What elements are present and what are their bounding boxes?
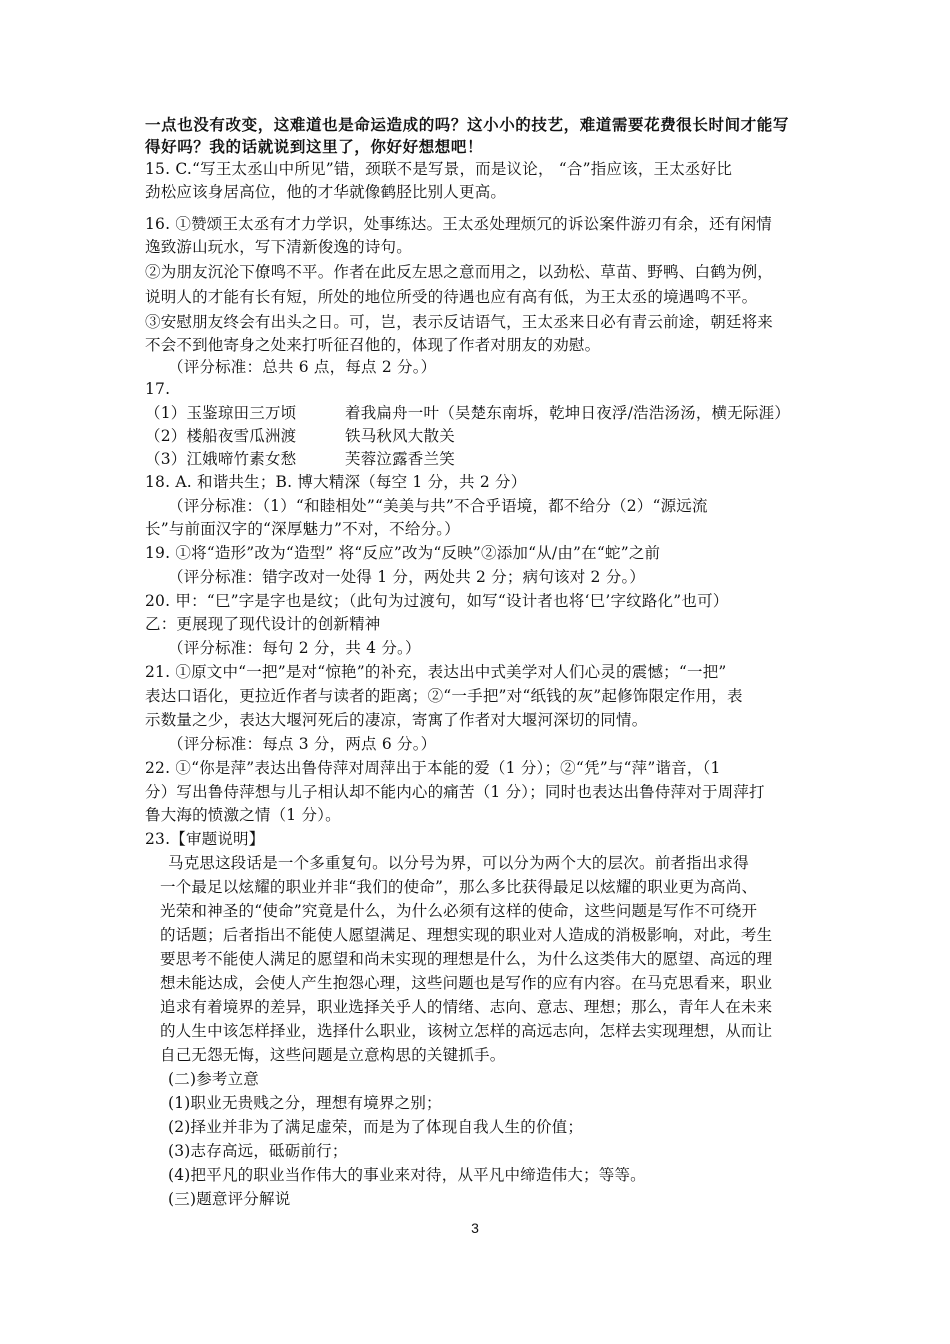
text-line: 一点也没有改变，这难道也是命运造成的吗？这小小的技艺，难道需要花费很长时间才能写 — [145, 115, 790, 134]
q17-left: （2）楼船夜雪瓜洲渡 — [145, 427, 297, 445]
list-item: (3)志存高远，砥砺前行； — [168, 1142, 348, 1160]
text-line: 逸致游山玩水，写下清新俊逸的诗句。 — [145, 238, 412, 256]
answer-20-line: 20. 甲：“巳”字是字也是纹；（此句为过渡句，如写“设计者也将‘巳’字纹路化”也可） — [145, 592, 729, 610]
text-line: 表达口语化，更拉近作者与读者的距离；②“一手把”对“纸钱的灰”起修饰限定作用，表 — [145, 687, 743, 705]
answer-22-line: 22. ①“你是萍”表达出鲁侍萍对周萍出于本能的爱（1 分）；②“凭”与“萍”谐音，（1 — [145, 759, 721, 777]
text-line: 一个最足以炫耀的职业并非“我们的使命”，那么多比获得最足以炫耀的职业更为高尚、 — [160, 878, 758, 896]
page-number: 3 — [471, 1220, 479, 1236]
text-line: 鲁大海的愤激之情（1 分）。 — [145, 806, 341, 824]
text-line: 得好吗？我的话就说到这里了，你好好想想吧！ — [145, 137, 484, 156]
text-line: 不会不到他寄身之处来打听征召他的，体现了作者对朋友的劝慰。 — [145, 336, 601, 354]
scoring-note: （评分标准：每句 2 分，共 4 分。） — [168, 639, 421, 657]
text-line: ③安慰朋友终会有出头之日。可，岂，表示反诘语气，王太丞来日必有青云前途，朝廷将来 — [145, 313, 774, 331]
text-line: 分）写出鲁侍萍想与儿子相认却不能内心的痛苦（1 分）；同时也表达出鲁侍萍对于周萍打 — [145, 783, 765, 801]
scoring-note: （评分标准：错字改对一处得 1 分，两处共 2 分；病句该对 2 分。） — [168, 568, 646, 586]
q17-right: 着我扁舟一叶（吴楚东南坼，乾坤日夜浮/浩浩汤汤，横无际涯） — [345, 404, 791, 422]
answer-16-line: 16. ①赞颂王太丞有才力学识，处事练达。王太丞处理烦冗的诉讼案件游刃有余，还有闲情 — [145, 215, 772, 233]
answer-17-line: 17. — [145, 380, 171, 398]
section-heading: (三)题意评分解说 — [168, 1190, 291, 1208]
scoring-note: （评分标准：总共 6 点，每点 2 分。） — [168, 358, 437, 376]
list-item: (1)职业无贵贱之分，理想有境界之别； — [168, 1094, 442, 1112]
text-line: 长”与前面汉字的“深厚魅力”不对，不给分。） — [145, 520, 460, 538]
section-heading: (二)参考立意 — [168, 1070, 259, 1088]
text-line: 光荣和神圣的“使命”究竟是什么，为什么必须有这样的使命，这些问题是写作不可绕开 — [160, 902, 758, 920]
text-line: 乙：更展现了现代设计的创新精神 — [145, 615, 381, 633]
text-line: 自己无怨无悔，这些问题是立意构思的关键抓手。 — [160, 1046, 506, 1064]
text-line: 的人生中该怎样择业，选择什么职业，该树立怎样的高远志向，怎样去实现理想，从而让 — [160, 1022, 773, 1040]
list-item: (2)择业并非为了满足虚荣，而是为了体现自我人生的价值； — [168, 1118, 584, 1136]
q17-left: （1）玉鉴琼田三万顷 — [145, 404, 297, 422]
answer-18-line: 18. A. 和谐共生；B. 博大精深（每空 1 分，共 2 分） — [145, 473, 527, 491]
text-line: 马克思这段话是一个多重复句。以分号为界，可以分为两个大的层次。前者指出求得 — [168, 854, 749, 872]
answer-21-line: 21. ①原文中“一把”是对“惊艳”的补充，表达出中式美学对人们心灵的震憾；“一把” — [145, 663, 727, 681]
q17-right: 芙蓉泣露香兰笑 — [345, 450, 455, 468]
text-line: 要思考不能使人满足的愿望和尚未实现的理想是什么，为什么这类伟大的愿望、高远的理 — [160, 950, 773, 968]
scoring-note: （评分标准：（1）“和睦相处”“美美与共”不合乎语境，都不给分（2）“源远流 — [168, 497, 708, 515]
scoring-note: （评分标准：每点 3 分，两点 6 分。） — [168, 735, 437, 753]
q17-left: （3）江娥啼竹素女愁 — [145, 450, 297, 468]
text-line: 示数量之少，表达大堰河死后的凄凉，寄寓了作者对大堰河深切的同情。 — [145, 711, 648, 729]
answer-19-line: 19. ①将“造形”改为“造型” 将“反应”改为“反映”②添加“从/由”在“蛇”之前 — [145, 544, 661, 562]
text-line: 说明人的才能有长有短，所处的地位所受的待遇也应有高有低，为王太丞的境遇鸣不平。 — [145, 288, 758, 306]
text-line: 追求有着境界的差异，职业选择关乎人的情绪、志向、意志、理想；那么，青年人在未来 — [160, 998, 773, 1016]
list-item: (4)把平凡的职业当作伟大的事业来对待，从平凡中缔造伟大；等等。 — [168, 1166, 646, 1184]
text-line: 想未能达成，会使人产生抱怨心理，这些问题也是写作的应有内容。在马克思看来，职业 — [160, 974, 773, 992]
text-line: 劲松应该身居高位，他的才华就像鹤胫比别人更高。 — [145, 183, 507, 201]
text-line: ②为朋友沉沦下僚鸣不平。作者在此反左思之意而用之，以劲松、草苗、野鸭、白鹤为例， — [145, 263, 774, 281]
q17-right: 铁马秋风大散关 — [345, 427, 455, 445]
answer-23-heading: 23.【审题说明】 — [145, 830, 265, 848]
answer-15-line: 15. C.“写王太丞山中所见”错，颈联不是写景，而是议论， “合”指应该，王太丞好比 — [145, 160, 733, 178]
text-line: 的话题；后者指出不能使人愿望满足、理想实现的职业对人造成的消极影响，对此，考生 — [160, 926, 773, 944]
